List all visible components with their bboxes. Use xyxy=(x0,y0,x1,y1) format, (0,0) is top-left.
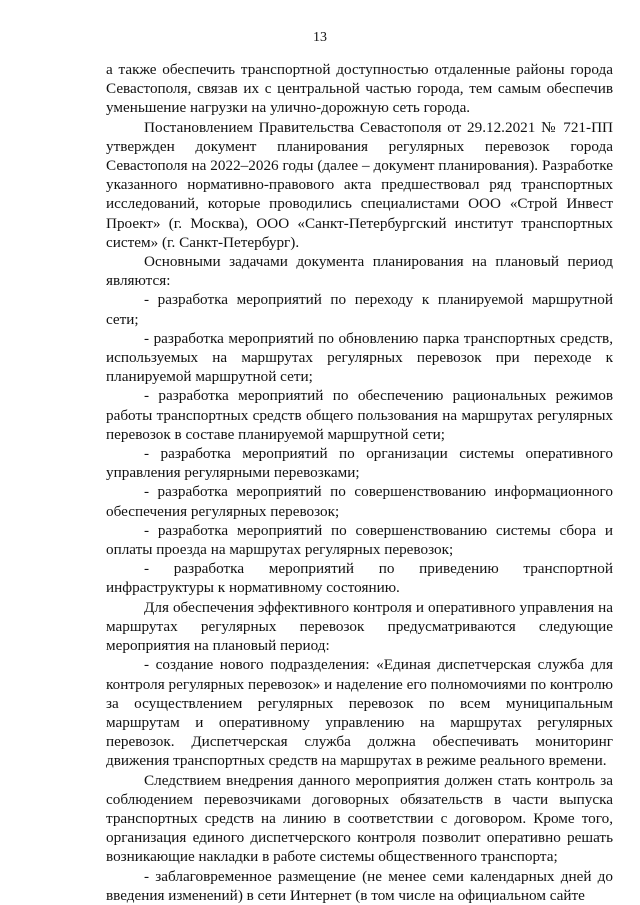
paragraph-resolution: Постановлением Правительства Севастополя от 29.12.2021 № 721-ПП утвержден документ планирования регулярных перевозок города Севастополя на 2022–2026 годы (далее – документ планирования). Разработке указанного нормативно-правового акта предшествовал ряд транспортных исследований, которые проводились специалистами ООО «Строй Инвест Проект» (г. Москва), ООО «Санкт-Петербургский институт транспортных систем» (г. Санкт-Петербург). xyxy=(106,118,613,251)
paragraph-tasks-intro: Основными задачами документа планирования на плановый период являются: xyxy=(106,253,613,290)
list-item-task-information: - разработка мероприятий по совершенствованию информационного обеспечения регулярных перевозок; xyxy=(106,483,613,520)
list-item-task-fare-collection: - разработка мероприятий по совершенствованию системы сбора и оплаты проезда на маршрутах регулярных перевозок; xyxy=(106,521,613,559)
page-number: 13 xyxy=(313,30,327,45)
list-item-task-operational-control: - разработка мероприятий по организации системы оперативного управления регулярными перевозками; xyxy=(106,445,613,482)
paragraph-continuation: а также обеспечить транспортной доступностью отдаленные районы города Севастополя, связав их с центральной частью города, тем самым обеспечив уменьшение нагрузки на улично-дорожную сеть города. xyxy=(106,61,613,117)
list-item-task-operating-modes: - разработка мероприятий по обеспечению рациональных режимов работы транспортных средств общего пользования на маршрутах регулярных перевозок в составе планируемой маршрутной сети; xyxy=(106,387,613,443)
document-body xyxy=(106,60,613,905)
list-item-task-infrastructure: - разработка мероприятий по приведению транспортной инфраструктуры к нормативному состоянию. xyxy=(106,560,613,597)
list-item-measure-advance-notice: - заблаговременное размещение (не менее семи календарных дней до введения изменений) в сети Интернет (в том числе на официальном сайте xyxy=(106,867,613,904)
list-item-task-fleet-renewal: - разработка мероприятий по обновлению парка транспортных средств, используемых на маршрутах регулярных перевозок при переходе к планируемой маршрутной сети; xyxy=(106,329,613,386)
paragraph-measures-intro: Для обеспечения эффективного контроля и оперативного управления на маршрутах регулярных перевозок предусматриваются следующие мероприятия на плановый период: xyxy=(106,598,613,655)
list-item-task-route-network: - разработка мероприятий по переходу к планируемой маршрутной сети; xyxy=(106,291,613,328)
list-item-measure-dispatch-service: - создание нового подразделения: «Единая диспетчерская служба для контроля регулярных перевозок» и наделение его полномочиями по контролю за осуществлением регулярных перевозок по всем муниципальным маршрутам и оперативному управлению на маршрутах регулярных перевозок. Диспетчерская служба должна обеспечивать мониторинг движения транспортных средств на маршрутах в режиме реального времени. xyxy=(106,656,613,770)
paragraph-consequence: Следствием внедрения данного мероприятия должен стать контроль за соблюдением перевозчиками договорных обязательств в части выпуска транспортных средств на линию в соответствии с договором. Кроме того, организация единого диспетчерского контроля позволит оперативно решать возникающие накладки в работе системы общественного транспорта; xyxy=(106,771,613,866)
